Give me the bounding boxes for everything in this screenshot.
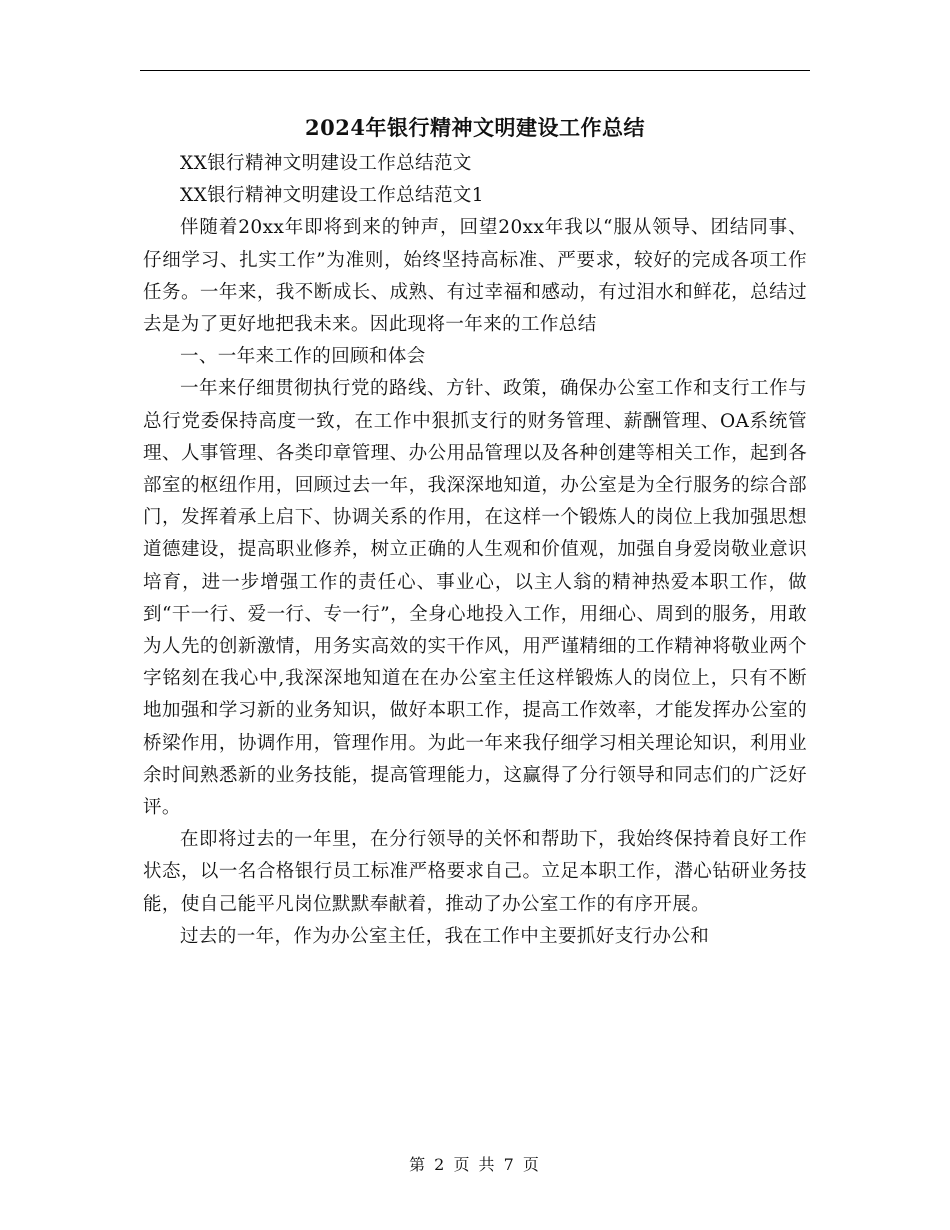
paragraph: 过去的一年，作为办公室主任，我在工作中主要抓好支行办公和	[180, 925, 710, 947]
document-title: 2024年银行精神文明建设工作总结	[305, 115, 645, 140]
header-rule	[140, 70, 810, 71]
paragraph: 一、一年来工作的回顾和体会	[180, 346, 426, 368]
paragraph: 一年来仔细贯彻执行党的路线、方针、政策，确保办公室工作和支行工作与总行党委保持高度一致，在工作中狠抓支行的财务管理、薪酬管理、OA系统管理、人事管理、各类印章管理、办公用品管理以及各种创建等相关工作，起到各部室的枢纽作用，回顾过去一年，我深深地知道，办公室是为全行服务的综合部门，发挥着承上启下、协调关系的作用，在这样一个锻炼人的岗位上我加强思想道德建设，提高职业修养，树立正确的人生观和价值观，加强自身爱岗敬业意识培育，进一步增强工作的责任心、事业心，以主人翁的精神热爱本职工作，做到“干一行、爱一行、专一行”，全身心地投入工作，用细心、周到的服务，用敢为人先的创新激情，用务实高效的实干作风，用严谨精细的工作精神将敬业两个字铭刻在我心中,我深深地知道在在办公室主任这样锻炼人的岗位上，只有不断地加强和学习新的业务知识，做好本职工作，提高工作效率，才能发挥办公室的桥梁作用，协调作用，管理作用。为此一年来我仔细学习相关理论知识，利用业余时间熟悉新的业务技能，提高管理能力，这赢得了分行领导和同志们的广泛好评。	[143, 378, 807, 819]
paragraph: XX银行精神文明建设工作总结范文1	[180, 185, 484, 207]
page-footer: 第 2 页 共 7 页	[409, 1155, 541, 1174]
paragraph: 在即将过去的一年里，在分行领导的关怀和帮助下，我始终保持着良好工作状态，以一名合格银行员工标准严格要求自己。立足本职工作，潜心钻研业务技能，使自己能平凡岗位默默奉献着，推动了办公室工作的有序开展。	[143, 829, 807, 915]
paragraph: 伴随着20xx年即将到来的钟声，回望20xx年我以“服从领导、团结同事、仔细学习、扎实工作”为准则，始终坚持高标准、严要求，较好的完成各项工作任务。一年来，我不断成长、成熟、有过幸福和感动，有过泪水和鲜花，总结过去是为了更好地把我未来。因此现将一年来的工作总结	[143, 217, 807, 336]
paragraph: XX银行精神文明建设工作总结范文	[180, 153, 472, 174]
document-body	[143, 148, 807, 953]
